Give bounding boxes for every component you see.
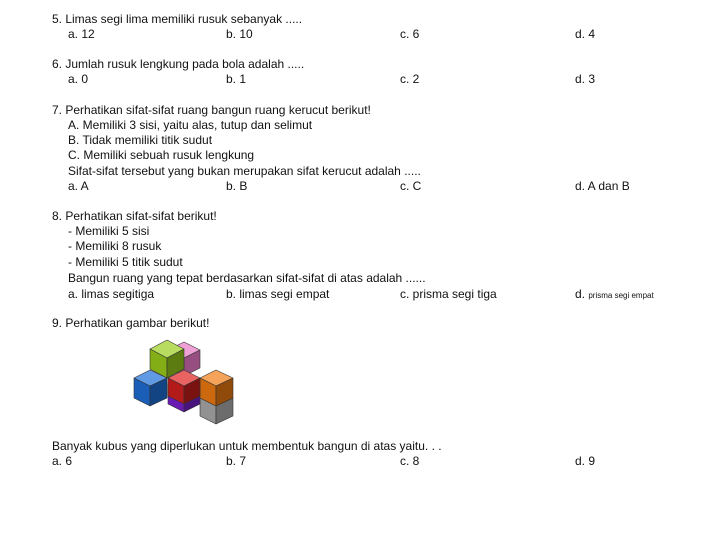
q7-statement-c: C. Memiliki sebuah rusuk lengkung [68, 148, 255, 162]
q8-option-b: b. limas segi empat [226, 287, 330, 301]
q9-prompt: Banyak kubus yang diperlukan untuk membentuk bangun di atas yaitu. . . [52, 439, 442, 453]
q8-prompt: Bangun ruang yang tepat berdasarkan sifat-sifat di atas adalah ...... [68, 271, 426, 285]
q6-option-c: c. 2 [400, 72, 420, 86]
q8-statement-3: - Memiliki 5 titik sudut [68, 255, 183, 269]
q9-question: 9. Perhatikan gambar berikut! [52, 316, 210, 330]
q6-option-d: d. 3 [575, 72, 596, 86]
q7-statement-a: A. Memiliki 3 sisi, yaitu alas, tutup dan selimut [68, 118, 313, 132]
q7-option-b: b. B [226, 179, 248, 193]
q8-option-d-letter: d. [575, 287, 586, 301]
cube-stack-figure [128, 338, 240, 430]
q5-question: 5. Limas segi lima memiliki rusuk sebanyak ..... [52, 12, 303, 26]
q9-option-a: a. 6 [52, 454, 73, 468]
q8-statement-1: - Memiliki 5 sisi [68, 224, 150, 238]
q6-question: 6. Jumlah rusuk lengkung pada bola adalah ..... [52, 57, 305, 71]
cube-orange [200, 370, 233, 406]
q5-option-c: c. 6 [400, 27, 420, 41]
q8-option-d [575, 287, 654, 303]
q8-option-c: c. prisma segi tiga [400, 287, 497, 301]
q7-option-a: a. A [68, 179, 89, 193]
q6-option-a: a. 0 [68, 72, 89, 86]
q7-statement-b: B. Tidak memiliki titik sudut [68, 133, 213, 147]
q8-option-a: a. limas segitiga [68, 287, 155, 301]
q7-option-c: c. C [400, 179, 422, 193]
q5-option-a: a. 12 [68, 27, 95, 41]
cube-blue [134, 370, 167, 406]
q9-option-b: b. 7 [226, 454, 247, 468]
q6-option-b: b. 1 [226, 72, 247, 86]
q7-option-d: d. A dan B [575, 179, 630, 193]
q5-option-b: b. 10 [226, 27, 253, 41]
q9-option-c: c. 8 [400, 454, 420, 468]
q8-option-d-text: prisma segi empat [588, 291, 654, 300]
q9-option-d: d. 9 [575, 454, 596, 468]
q8-statement-2: - Memiliki 8 rusuk [68, 239, 162, 253]
q7-prompt: Sifat-sifat tersebut yang bukan merupakan sifat kerucut adalah ..... [68, 164, 421, 178]
q7-question: 7. Perhatikan sifat-sifat ruang bangun ruang kerucut berikut! [52, 103, 371, 117]
q8-question: 8. Perhatikan sifat-sifat berikut! [52, 209, 217, 223]
q5-option-d: d. 4 [575, 27, 596, 41]
